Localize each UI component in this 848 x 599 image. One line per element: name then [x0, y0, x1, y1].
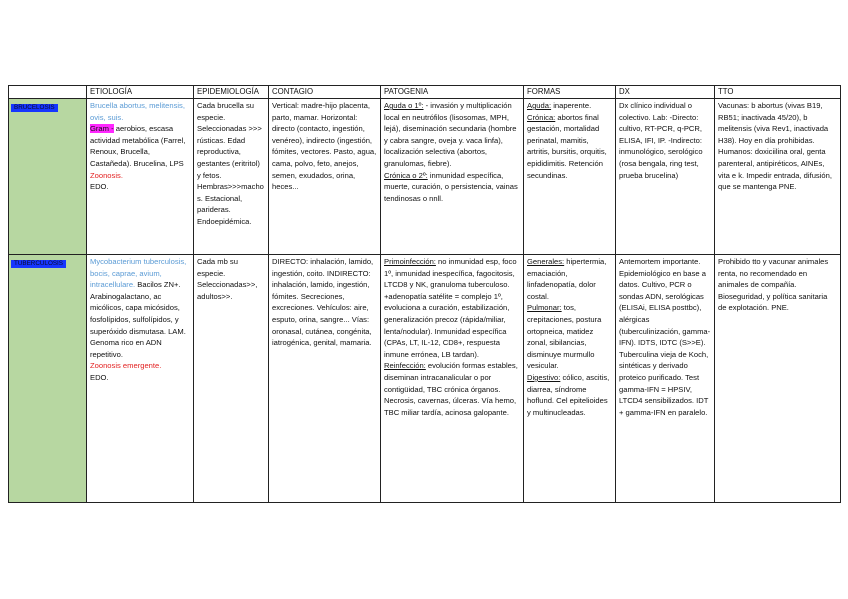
tto-cell: Prohibido tto y vacunar animales renta, no recomendado en animales de compañía. Bioseguridad, y política sanitaria de explotación. PNE. [715, 255, 841, 503]
formas-cell [524, 255, 616, 503]
formas-cell [524, 99, 616, 255]
row-label-cell [9, 255, 87, 503]
tto-cell: Vacunas: b abortus (vivas B19, RB51; inactivada 45/20), b melitensis (viva Rev1, inactivada H38). Hoy en día prohibidas. Humanos: doxiciilina oral, genta parenteral, antipiréticos, AINEs, vita e k. Impedir entrada, difusión, que se mantenga PNE. [715, 99, 841, 255]
primoinfeccion-text: no inmunidad esp, foco 1º, inmunidad inespecífica, fagocitosis, LTCD8 y NK, granuloma tuberculoso. +adenopatía satélite = complejo 1º, evoluciona a curación, estabilización, generalización precoz (rápida/miliar, lenta/nodular). Inmunidad específica (CPAs, LT, IL-12, CD8+, respuesta inmune errónea, LB tardan). [384, 257, 517, 359]
row-label-tuberculosis: TUBERCULOSIS [11, 260, 66, 268]
pulmonar-label: Pulmonar: [527, 303, 562, 313]
aguda-text: - invasión y multiplicación local en neutrófilos (lisosomas, MPH, lejá), diseminación secundaria (hombre y cabra sangre, oveja y. vaca linfa), localización selectiva (abortos, granulomas, fiebre). [384, 101, 517, 168]
digestivo-text: cólico, ascitis, diarrea, síndrome hoflund. Cel epitelioides y multinucleadas. [527, 372, 610, 417]
formas-aguda-label: Aguda: [527, 101, 552, 110]
header-contagio: CONTAGIO [269, 86, 381, 99]
header-etiologia: ETIOLOGÍA [87, 86, 194, 99]
etiologia-cell [87, 255, 194, 503]
patogenia-cell [381, 255, 524, 503]
table-row-brucelosis [9, 99, 841, 255]
epidemiologia-cell: Cada brucella su especie. Seleccionadas >>> rústicas. Edad reproductiva, gestantes (eritritol) y fetos. Hembras>>>machos. Estacional, parideras. Endoepidémica. [194, 99, 269, 255]
dx-cell: Antemortem importante. Epidemiológico en base a datos. Cultivo, PCR o sondas ADN, serológicas (ELISAi, ELISA posttbc), alérgicas (tuberculinización, gamma-IFN). IDTS, IDTC (S>>E). Tuberculina vieja de Koch, sintéticas y derivado proteico purificado. Test gamma-IFN = HPSIV, LTCD4 sensibilizados. IDT + gamma-IFN en paralelo. [616, 255, 715, 503]
gram-badge: Gram - [90, 124, 114, 134]
reinfeccion-label: Reinfección: [384, 361, 426, 371]
cronica-text: inmunidad específica, muerte, curación, o persistencia, vainas tendinosas o nnll. [384, 170, 518, 203]
edo-label: EDO. [90, 182, 109, 192]
epidemiologia-cell: Cada mb su especie. Seleccionadas>>, adultos>>. [194, 255, 269, 503]
generales-label: Generales: [527, 257, 565, 266]
etiologia-text: Bacilos ZN+. Arabinogalactano, ac micólicos, capa micósidos, fosfolípidos, sulfolípidos, y superóxido dismutasa. LAM. Genoma rico en ADN repetitivo. [90, 280, 186, 359]
etiologia-text: aerobios, escasa actividad metabólica (Farrel, Renoux, Brucella, Castañeda). Brucelina, LPS [90, 124, 186, 168]
dx-cell: Dx clínico individual o colectivo. Lab: -Directo: cultivo, RT-PCR, q-PCR, ELISA, IFI, IP. -Indirecto: inmunológico, serológico (rosa bengala, ring test, prueba brucelina) [616, 99, 715, 255]
header-row [9, 86, 841, 99]
digestivo-label: Digestivo: [527, 372, 561, 382]
pulmonar-text: tos, crepitaciones, postura ortopneica, matidez zonal, sibilancias, disminuye murmullo vesicular. [527, 303, 602, 371]
header-blank [9, 86, 87, 99]
patogenia-cell [381, 99, 524, 255]
header-dx: DX [616, 86, 715, 99]
etiologia-cell [87, 99, 194, 255]
table-row-tuberculosis [9, 255, 841, 503]
organism-names: Mycobacterium tuberculosis, bocis, caprae, avium, intracellulare. [90, 257, 187, 290]
row-label-cell [9, 99, 87, 255]
row-label-brucelosis: BRUCELOSIS [11, 104, 58, 112]
contagio-cell: DIRECTO: inhalación, lamido, ingestión, coito. INDIRECTO: inhalación, lamido, ingestión, fómites. Secreciones, excreciones. Vehículos: aire, esputo, orina, sangre... Vías: oronasal, cutánea, congénita, iatrogénica, genital, mamaria. [269, 255, 381, 503]
formas-cronica-label: Crónica: [527, 112, 556, 122]
primoinfeccion-label: Primoinfección: [384, 257, 436, 266]
disease-table [8, 85, 841, 503]
header-tto: TTO [715, 86, 841, 99]
generales-text: hipertermia, emaciación, linfadenopatía, dolor costal. [527, 257, 607, 301]
contagio-cell: Vertical: madre-hijo placenta, parto, mamar. Horizontal: directo (contacto, ingestión, venéreo), indirecto (ingestión, fómites, vectores. Pasto, agua, cama, polvo, feto, anejos, semen, exudados, orina, heces... [269, 99, 381, 255]
cronica-label: Crónica o 2º: [384, 170, 428, 180]
aguda-label: Aguda o 1º: [384, 101, 424, 110]
zoonosis-label: Zoonosis. [90, 170, 123, 180]
header-epidemiologia: EPIDEMIOLOGÍA [194, 86, 269, 99]
formas-aguda-text: inaperente. [551, 101, 592, 110]
zoonosis-label: Zoonosis emergente. [90, 361, 162, 371]
header-formas: FORMAS [524, 86, 616, 99]
header-patogenia: PATOGENIA [381, 86, 524, 99]
formas-cronica-text: abortos final gestación, mortalidad perinatal, mamitis, artritis, bursitis, orquitis, epididimitis. Retención secundinas. [527, 112, 607, 180]
reinfeccion-text: evolución formas estables, diseminan intracanalicular o por contigüidad, TBC crónica órganos. Necrosis, cavernas, úlceras. Vía hemo, TBC miliar tardía, acinosa galopante. [384, 361, 518, 417]
edo-label: EDO. [90, 372, 109, 382]
organism-names: Brucella abortus, melitensis, ovis, suis. [90, 101, 185, 122]
